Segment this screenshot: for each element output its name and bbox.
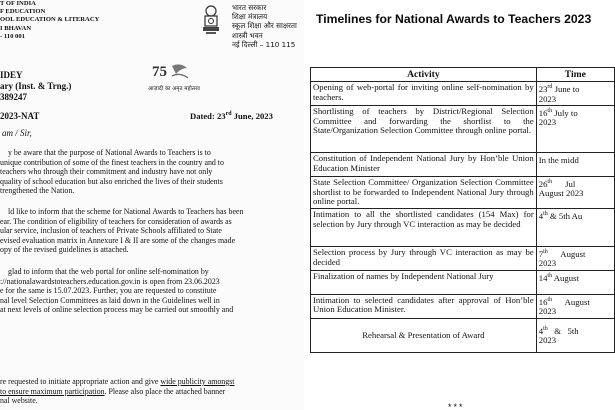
activity-cell — [311, 106, 537, 153]
time-rest: August — [547, 249, 586, 259]
time-ordinal: th — [543, 249, 548, 256]
activity-text: Intimation to selected candidates after approval of Hon’ble Union Education Minister. — [313, 294, 534, 315]
para-line: ://nationalawardstoteachers.education.gov.in is open from 23.06.2023 — [0, 276, 220, 286]
national-emblem-icon — [198, 4, 224, 36]
activity-text: Opening of web-portal for inviting online self-nomination by teachers. — [313, 82, 534, 102]
table-header-row — [311, 68, 615, 82]
table-row — [311, 106, 615, 153]
para-line: ear. The condition of eligibility of teachers for consideration of awards as — [0, 216, 232, 226]
activity-cell — [311, 318, 537, 352]
para-line: nal level Selection Committees as laid down in the Guidelines well in — [0, 295, 220, 305]
table-row — [311, 177, 615, 209]
underlined-text: wide publicity amongst — [160, 377, 235, 386]
para-line: e for the same is 15.07.2023. Further, you are requested to constitute — [0, 286, 217, 296]
para-line — [0, 387, 304, 397]
time-ordinal: th — [543, 325, 548, 332]
underlined-text: to ensure maximum participation — [0, 386, 105, 396]
activity-cell — [311, 247, 537, 271]
activity-text: Constitution of Independent National Jury by Hon’ble Union Education Minister — [313, 153, 534, 173]
time-day: 14 — [538, 272, 548, 283]
time-day: 16 — [538, 296, 548, 307]
para-line: nal website. — [0, 396, 38, 406]
para-line: unique contribution of some of the finest teachers in the country and to — [0, 157, 224, 167]
letterhead-line: OOL EDUCATION & LITERACY — [0, 16, 100, 24]
activity-cell — [311, 82, 537, 106]
time-line — [539, 210, 612, 221]
salutation: am / Sir, — [2, 128, 32, 138]
time-cell — [536, 318, 614, 352]
letterhead-hindi-line: शास्त्री भवन — [232, 30, 263, 40]
time-rest: & 5th Au — [547, 211, 583, 221]
time-rest: June to — [552, 84, 580, 95]
paragraph-3 — [0, 267, 304, 315]
time-ordinal: th — [547, 179, 553, 186]
date-prefix: Dated: 23 — [190, 111, 226, 121]
para-line: evised evaluation matrix in Annexure I & II are some of the changes made — [0, 235, 236, 245]
table-row — [311, 270, 615, 294]
time-rest: & 5th — [547, 325, 579, 336]
activity-text: Rehearsal & Presentation of Award — [362, 329, 485, 340]
header-time: Time — [536, 68, 614, 82]
table-row — [311, 153, 615, 177]
time-rest: July to — [552, 108, 578, 118]
time-ordinal: rd — [547, 84, 553, 91]
time-year: 2023 — [538, 306, 557, 317]
time-rest: August — [552, 296, 590, 307]
para-line: opy of the revised guidelines is attached. — [0, 245, 129, 255]
time-day: In the midd — [538, 155, 579, 165]
activity-cell — [311, 270, 537, 294]
time-year: August 2023 — [538, 188, 584, 199]
letter-date — [190, 111, 273, 121]
footer-stars: *** — [448, 402, 465, 410]
time-ordinal: th — [547, 108, 553, 115]
time-line — [539, 83, 612, 94]
table-row — [311, 247, 615, 271]
time-day: 4 — [538, 211, 544, 221]
paragraph-1 — [0, 148, 304, 196]
time-cell — [536, 153, 614, 177]
time-cell — [536, 294, 614, 318]
activity-text: Shortlisting of teachers by District/Regional Selection Committee and forwarding the shortlist to the State/Organization Selection Committee through online portal. — [313, 106, 534, 135]
table-row — [311, 82, 615, 106]
letterhead-hindi-line: भारत सरकार — [232, 3, 267, 12]
time-rest: August — [552, 272, 579, 283]
letterhead-english — [0, 0, 99, 41]
signatory-name: IDEY — [0, 70, 23, 80]
para-line — [0, 377, 304, 387]
para-line: at next levels of online selection process may be carried out smoothly and — [0, 305, 234, 315]
time-line — [539, 272, 612, 283]
letterhead-hindi-line: शिक्षा मंत्रालय — [232, 12, 268, 22]
letterhead-line: F EDUCATION — [0, 8, 46, 16]
date-suffix: June, 2023 — [231, 111, 273, 121]
letterhead-line: T OF INDIA — [0, 0, 36, 7]
time-ordinal: th — [543, 211, 548, 218]
signatory-designation: ary (Inst. & Trng.) — [0, 81, 72, 91]
para-line: teachers who through their commitment and industry have not only — [0, 167, 213, 177]
letterhead-hindi-line: स्कूल शिक्षा और साक्षरता — [232, 21, 297, 31]
time-cell — [536, 247, 614, 271]
timeline-table — [310, 67, 615, 353]
para-line: trengthened the Nation. — [0, 186, 75, 196]
time-cell — [536, 209, 614, 247]
time-day: 23 — [538, 84, 548, 95]
para-line: quality of school education but also enriched the lives of their students — [0, 176, 223, 186]
letterhead-hindi-line: नई दिल्ली – 110 115 — [232, 39, 296, 49]
time-ordinal: th — [547, 296, 553, 303]
activity-text: Selection process by Jury through VC interaction as may be decided — [313, 247, 534, 267]
time-cell — [536, 82, 614, 106]
para-text: . Please also place the attached banner — [104, 386, 226, 396]
activity-cell — [311, 294, 537, 318]
time-year: 2023 — [538, 117, 557, 128]
table-row — [311, 209, 615, 247]
para-line: y be aware that the purpose of National Awards to Teachers is to — [8, 148, 211, 157]
timeline-title: Timelines for National Awards to Teachers 2023 — [316, 12, 592, 26]
date-suffix-sup: rd — [225, 111, 232, 118]
time-year: 2023 — [538, 93, 557, 104]
time-day: 16 — [538, 108, 548, 118]
signatory-block — [0, 70, 71, 103]
activity-cell — [311, 177, 537, 209]
activity-text: Intimation to all the shortlisted candidates (154 Max) for selection by Jury through VC interaction as may be decided — [313, 209, 534, 229]
time-cell — [536, 106, 614, 153]
svg-text:75: 75 — [152, 64, 167, 80]
activity-cell — [311, 153, 537, 177]
time-day: 7 — [538, 249, 544, 259]
timeline-document — [308, 0, 615, 410]
paragraph-2 — [0, 207, 304, 255]
letter-scan — [0, 0, 304, 410]
activity-text: Finalization of names by Independent National Jury — [313, 270, 494, 281]
para-line: ular service, inclusion of teachers of Private Schools affiliated to State — [0, 226, 222, 236]
letterhead-line: I BHAVAN — [0, 24, 32, 32]
time-day: 4 — [538, 325, 544, 336]
time-cell — [536, 177, 614, 209]
header-activity: Activity — [311, 68, 537, 82]
table-row — [311, 294, 615, 318]
letterhead-line: - 110 001 — [0, 32, 25, 40]
para-text: re requested to initiate appropriate action and give — [0, 377, 161, 386]
paragraph-4 — [0, 377, 304, 406]
activity-cell — [311, 209, 537, 247]
para-line: glad to inform that the web portal for online self-nomination by — [8, 267, 209, 276]
time-year: 2023 — [538, 258, 557, 269]
time-year: 2023 — [538, 335, 557, 346]
time-day: 26 — [538, 179, 548, 189]
activity-text: State Selection Committee/ Organization Selection Committee shortlist to be forwarded to Independent National Jury through online portal. — [313, 177, 534, 206]
table-row — [311, 318, 615, 352]
letterhead-hindi — [232, 3, 297, 49]
time-rest: Jul — [552, 179, 576, 189]
reference-number: 2023-NAT — [0, 111, 40, 121]
para-line: ld like to inform that the scheme for National Awards to Teachers has been — [8, 207, 244, 216]
time-cell — [536, 270, 614, 294]
signatory-phone: 389247 — [0, 92, 27, 102]
azadi-logo-caption: आज़ादी का अमृत महोत्सव — [148, 86, 200, 92]
time-ordinal: th — [547, 272, 553, 279]
time-line — [539, 154, 612, 165]
